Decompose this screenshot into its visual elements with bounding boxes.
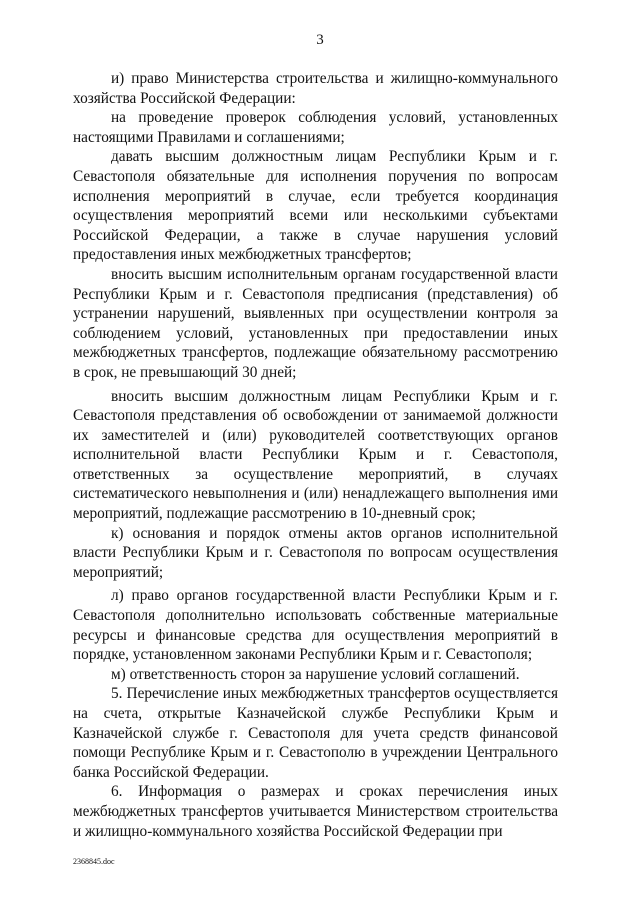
paragraph-instructions: давать высшим должностным лицам Республики Крым и г. Севастополя обязательные для исполнения поручения по вопросам исполнения мероприятий в случае, если требуется координация осуществления мероприятий всеми или несколькими субъектами Российской Федерации, а также в случае нарушения условий предоставления иных межбюджетных трансфертов; bbox=[73, 148, 558, 264]
paragraph-clause-6: 6. Информация о размерах и сроках перечисления иных межбюджетных трансфертов учитывается Министерством строительства и жилищно-коммунального хозяйства Российской Федерации при bbox=[73, 783, 558, 840]
page-number: 3 bbox=[316, 32, 324, 48]
paragraph-prescriptions: вносить высшим исполнительным органам государственной власти Республики Крым и г. Севастополя предписания (представления) об устранении нарушений, выявленных при осуществлении контроля за соблюдением условий, установленных при предоставлении иных межбюджетных трансфертов, подлежащие обязательному рассмотрению в срок, не превышающий 30 дней; bbox=[73, 265, 558, 381]
paragraph-dismissal: вносить высшим должностным лицам Республики Крым и г. Севастополя представления об освобождении от занимаемой должности их заместителей и (или) руководителей соответствующих органов исполнительной власти Республики Крым и г. Севастополя, ответственных за осуществление мероприятий, в случаях систематического невыполнения и (или) ненадлежащего выполнения ими мероприятий, подлежащие рассмотрению в 10-дневный срок; bbox=[73, 387, 558, 523]
paragraph-item-i: и) право Министерства строительства и жилищно-коммунального хозяйства Российской Федерации: bbox=[73, 70, 558, 107]
paragraph-item-m: м) ответственность сторон за нарушение условий соглашений. bbox=[111, 665, 520, 683]
paragraph-item-l: л) право органов государственной власти Республики Крым и г. Севастополя дополнительно использовать собственные материальные ресурсы и финансовые средства для осуществления мероприятий в порядке, установленном законами Республики Крым и г. Севастополя; bbox=[73, 587, 558, 664]
paragraph-item-k: к) основания и порядок отмены актов органов исполнительной власти Республики Крым и г. Севастополя по вопросам осуществления мероприятий; bbox=[73, 524, 558, 581]
paragraph-inspections: на проведение проверок соблюдения условий, установленных настоящими Правилами и соглашениями; bbox=[73, 109, 558, 146]
document-code: 2368845.doc bbox=[73, 857, 115, 866]
paragraph-clause-5: 5. Перечисление иных межбюджетных трансфертов осуществляется на счета, открытые Казначейской службе Республики Крым и Казначейской службе г. Севастополя для учета средств финансовой помощи Республике Крым и г. Севастополю в учреждении Центрального банка Российской Федерации. bbox=[73, 685, 558, 781]
document-body bbox=[73, 69, 558, 841]
